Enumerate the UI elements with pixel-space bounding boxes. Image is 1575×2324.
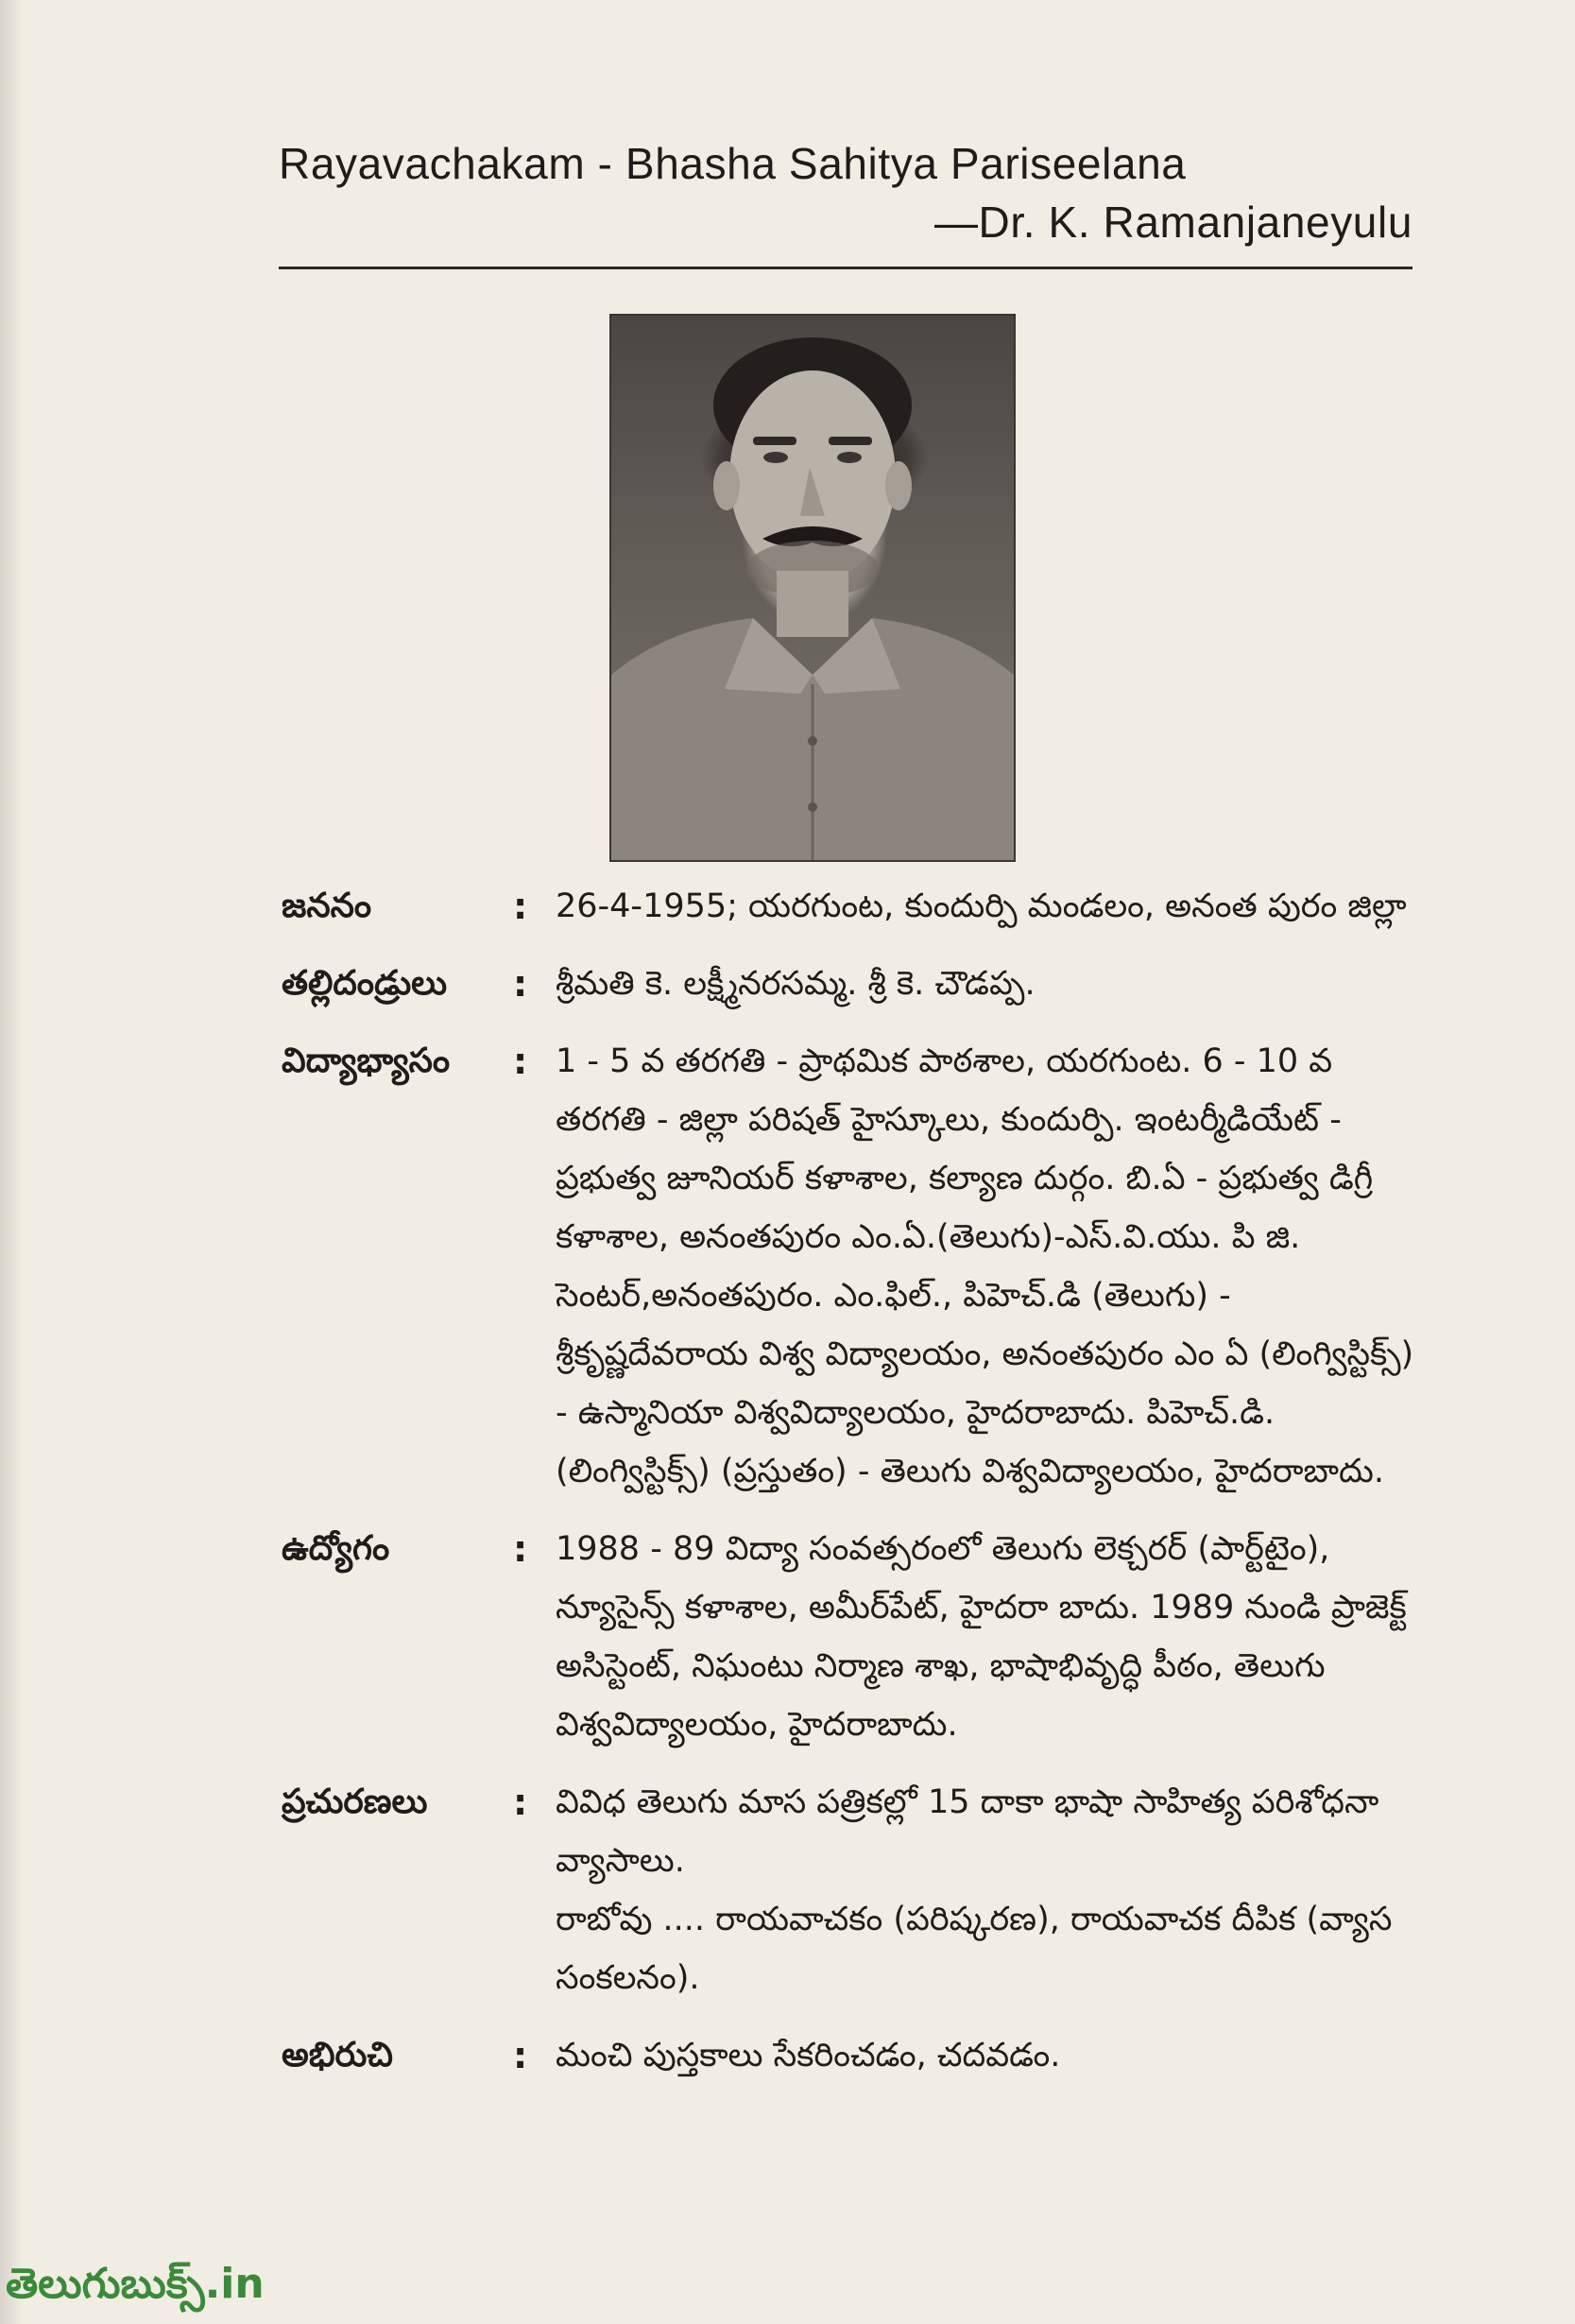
bio-row-birth	[282, 877, 1425, 936]
site-watermark: తెలుగుబుక్స్.in	[6, 2260, 265, 2308]
bio-value	[556, 2026, 1425, 2085]
bio-label: అభిరుచి	[282, 2036, 393, 2074]
author-name: —Dr. K. Ramanjaneyulu	[933, 198, 1412, 247]
page-edge	[0, 0, 21, 2324]
bio-label: జననం	[282, 887, 372, 925]
bio-row-parents	[282, 955, 1425, 1013]
bio-value	[556, 1520, 1425, 1754]
bio-row-employment	[282, 1520, 1425, 1754]
bio-row-hobby	[282, 2026, 1425, 2085]
author-portrait-photo	[609, 314, 1016, 862]
separator-colon: :	[513, 1782, 528, 1823]
book-title: Rayavachakam - Bhasha Sahitya Pariseelana	[279, 139, 1187, 188]
biography-section	[282, 877, 1425, 2104]
bio-label: విద్యాభ్యాసం	[282, 1041, 451, 1080]
separator-colon: :	[513, 886, 528, 927]
bio-row-publications	[282, 1773, 1425, 2007]
separator-colon: :	[513, 1041, 528, 1082]
separator-colon: :	[513, 2035, 528, 2076]
bio-text: మంచి పుస్తకాలు సేకరించడం, చదవడం.	[556, 2037, 1061, 2074]
bio-label: ఉద్యోగం	[282, 1529, 390, 1568]
bio-value	[556, 1032, 1425, 1501]
bio-row-education	[282, 1032, 1425, 1501]
bio-value	[556, 1773, 1425, 2007]
bio-value	[556, 877, 1425, 936]
separator-colon: :	[513, 963, 528, 1005]
bio-text: 26-4-1955; యరగుంట, కుందుర్పి మండలం, అనంత పురం జిల్లా	[556, 887, 1407, 925]
bio-text: వివిధ తెలుగు మాస పత్రికల్లో 15 దాకా భాషా సాహిత్య పరిశోధనా వ్యాసాలు.	[556, 1783, 1379, 1880]
header-divider	[279, 267, 1412, 269]
bio-text: 1 - 5 వ తరగతి - ప్రాథమిక పాఠశాల, యరగుంట. 6 - 10 వ తరగతి - జిల్లా పరిషత్ హైస్కూలు, కుందుర్పి. ఇంటర్మీడియేట్ - ప్రభుత్వ జూనియర్ కళాశాల, కల్యాణ దుర్గం. బి.ఏ - ప్రభుత్వ డిగ్రీ కళాశాల, అనంతపురం ఎం.ఏ.(తెలుగు)-ఎస్.వి.యు. పి జి. సెంటర్,అనంతపురం. ఎం.ఫిల్., పిహెచ్.డి (తెలుగు) - శ్రీకృష్ణదేవరాయ విశ్వ విద్యాలయం, అనంతపురం ఎం ఏ (లింగ్విస్టిక్స్) - ఉస్మానియా విశ్వవిద్యాలయం, హైదరాబాదు. పిహెచ్.డి. (లింగ్విస్టిక్స్) (ప్రస్తుతం) - తెలుగు విశ్వవిద్యాలయం, హైదరాబాదు.	[556, 1042, 1414, 1490]
separator-colon: :	[513, 1528, 528, 1570]
page-header	[279, 139, 1412, 247]
bio-label: ప్రచురణలు	[282, 1782, 428, 1821]
bio-value	[556, 955, 1425, 1013]
bio-label: తల్లిదండ్రులు	[282, 964, 448, 1003]
bio-text: రాబోవు .... రాయవాచకం (పరిష్కరణ), రాయవాచక దీపిక (వ్యాస సంకలనం).	[556, 1901, 1393, 1997]
bio-text: శ్రీమతి కె. లక్ష్మీనరసమ్మ. శ్రీ కె. చౌడప్ప.	[556, 965, 1036, 1003]
bio-text: 1988 - 89 విద్యా సంవత్సరంలో తెలుగు లెక్చరర్ (పార్ట్‌టైం), న్యూసైన్స్ కళాశాల, అమీర్‌పేట్, హైదరా బాదు. 1989 నుండి ప్రాజెక్ట్ అసిస్టెంట్, నిఘంటు నిర్మాణ శాఖ, భాషాభివృద్ధి పీఠం, తెలుగు విశ్వవిద్యాలయం, హైదరాబాదు.	[556, 1530, 1407, 1744]
portrait-photo-icon	[611, 316, 1014, 860]
